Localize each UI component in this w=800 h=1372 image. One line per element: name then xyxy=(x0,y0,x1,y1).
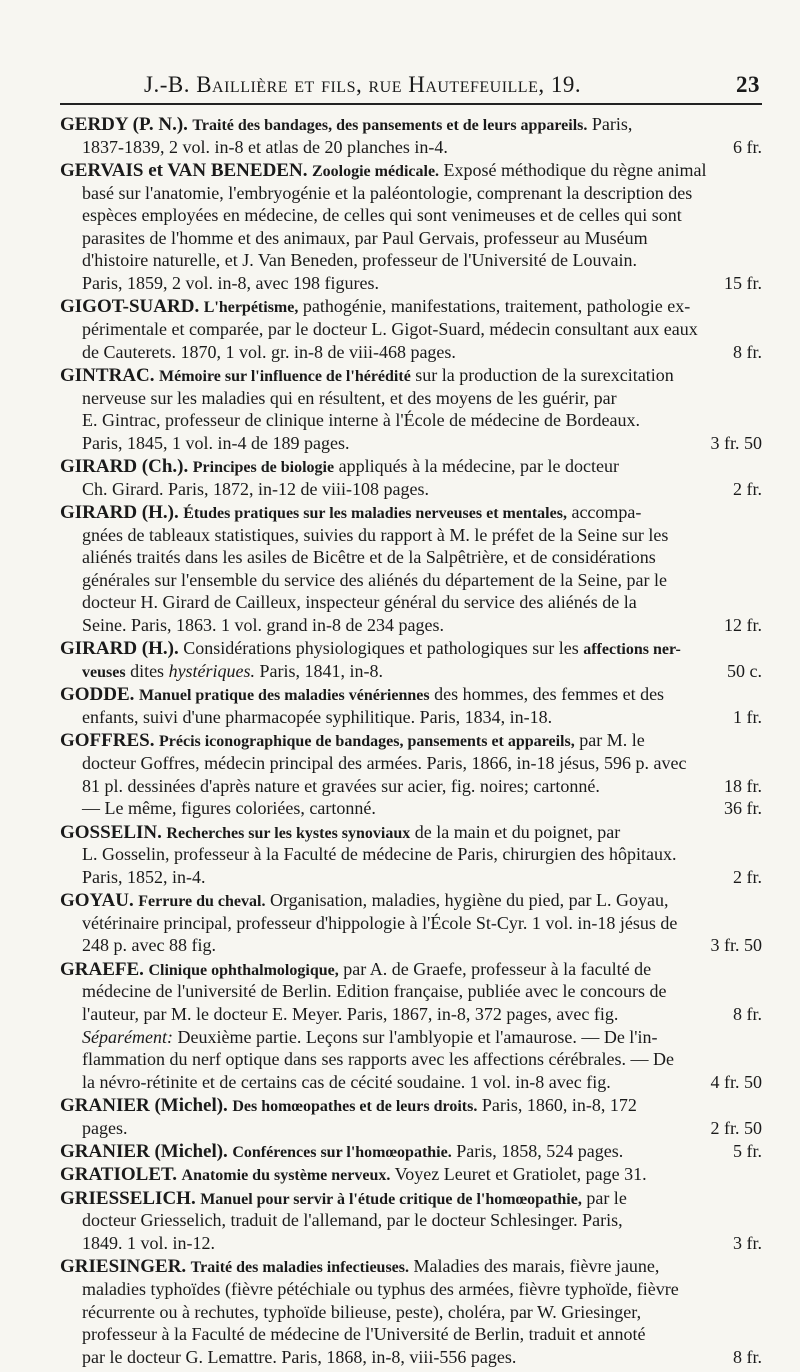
entry-text: Organisation, maladies, hygiène du pied, par L. Goyau, xyxy=(269,890,669,911)
entry-line xyxy=(60,797,762,820)
entry-text: Deuxième partie. Leçons sur l'amblyopie et l'amaurose. — De l'in- xyxy=(177,1026,658,1047)
catalog-entry xyxy=(60,364,762,454)
entry-line xyxy=(60,614,762,637)
entry-price: 4 fr. 50 xyxy=(710,1071,762,1092)
header-rule xyxy=(60,103,762,105)
entry-author: GIRARD (H.). xyxy=(60,638,179,660)
entry-text: pathogénie, manifestations, traitement, pathologie ex- xyxy=(302,296,691,317)
entry-author: GRIESSELICH. xyxy=(60,1187,196,1209)
catalog-entry xyxy=(60,295,762,363)
entry-line xyxy=(60,912,762,935)
entry-author: GODDE. xyxy=(60,684,135,706)
entry-title: Principes de biologie xyxy=(192,459,335,477)
entry-text: flammation du nerf optique dans ses rapports avec les affections cérébrales. — De xyxy=(82,1049,674,1070)
running-header xyxy=(60,72,760,106)
entry-line xyxy=(60,637,762,660)
entry-price: 5 fr. xyxy=(733,1141,762,1162)
entry-line xyxy=(60,501,762,524)
catalog-entry xyxy=(60,159,762,295)
entry-line xyxy=(60,546,762,569)
catalog-entry xyxy=(60,1255,762,1368)
entry-title: Précis iconographique de bandages, pansements et appareils, xyxy=(158,733,575,751)
entry-text: gnées de tableaux statistiques, suivies du rapport à M. le préfet de la Seine sur les xyxy=(82,524,669,545)
entry-price: 8 fr. xyxy=(733,341,762,362)
page-number: 23 xyxy=(736,72,760,97)
entry-text: 1849. 1 vol. in-12. xyxy=(82,1233,215,1254)
entry-price: 1 fr. xyxy=(733,707,762,728)
entry-line xyxy=(60,1255,762,1278)
entry-line xyxy=(60,478,762,501)
entry-text: appliqués à la médecine, par le docteur xyxy=(338,456,619,477)
entry-text: sur la production de la surexcitation xyxy=(415,364,674,385)
entry-line xyxy=(60,1323,762,1346)
entry-line xyxy=(60,1232,762,1255)
entry-author: GOSSELIN. xyxy=(60,821,162,843)
entry-line xyxy=(60,387,762,410)
entry-text: Ch. Girard. Paris, 1872, in-12 de viii-108 pages. xyxy=(82,478,429,499)
entry-text: Voyez Leuret et Gratiolet, page 31. xyxy=(394,1164,647,1185)
entry-author: GIRARD (H.). xyxy=(60,502,179,524)
entry-text: espèces employées en médecine, de celles qui sont venimeuses et de celles qui sont xyxy=(82,205,682,226)
entry-title: Zoologie médicale. xyxy=(311,162,440,180)
entry-title: affections ner- xyxy=(583,641,681,659)
entry-line xyxy=(60,775,762,798)
entry-title: Recherches sur les kystes synoviaux xyxy=(166,824,411,842)
catalog-entry xyxy=(60,1163,762,1186)
entry-line xyxy=(60,706,762,729)
entry-line xyxy=(60,752,762,775)
entry-title: Anatomie du système nerveux. xyxy=(181,1167,391,1185)
entry-text: Paris, xyxy=(591,114,633,134)
entry-text: des hommes, des femmes et des xyxy=(434,684,665,705)
entry-line xyxy=(60,1187,762,1210)
entry-text: nerveuse sur les maladies qui en résultent, et des moyens de les guérir, par xyxy=(82,387,617,408)
entry-text: parasites de l'homme et des animaux, par Paul Gervais, professeur au Muséum xyxy=(82,227,648,248)
entry-text: par M. le xyxy=(579,730,645,751)
entry-text: Exposé méthodique du règne animal xyxy=(443,159,707,180)
entry-price: 3 fr. 50 xyxy=(710,432,762,453)
entry-title: Manuel pour servir à l'étude critique de l'homœopathie, xyxy=(200,1190,582,1208)
entry-line xyxy=(60,455,762,478)
entry-text: maladies typhoïdes (fièvre pétéchiale ou typhus des armées, fièvre typhoïde, fièvre xyxy=(82,1279,679,1300)
entry-line xyxy=(60,1163,762,1186)
entry-line xyxy=(60,569,762,592)
running-title: J.-B. Baillière et fils, rue Hautefeuille, 19. xyxy=(144,72,582,97)
entry-title: Traité des maladies infectieuses. xyxy=(190,1259,410,1277)
entry-text: accompa- xyxy=(571,502,642,523)
entry-author: GOYAU. xyxy=(60,890,134,912)
entry-author: GIRARD (Ch.). xyxy=(60,456,189,478)
entry-line xyxy=(60,980,762,1003)
entry-price: 2 fr. 50 xyxy=(710,1117,762,1138)
entry-text: Paris, 1841, in-8. xyxy=(259,661,384,682)
entry-text: Paris, 1845, 1 vol. in-4 de 189 pages. xyxy=(82,432,350,453)
entry-text: générales sur l'ensemble du service des aliénés du département de la Seine, par le xyxy=(82,569,668,590)
entry-price: 12 fr. xyxy=(724,615,762,636)
entry-text: de Cauterets. 1870, 1 vol. gr. in-8 de viii-468 pages. xyxy=(82,341,456,362)
entry-text: Paris, 1860, in-8, 172 xyxy=(481,1095,637,1116)
entry-line xyxy=(60,318,762,341)
catalog-entry xyxy=(60,1094,762,1139)
entry-text: basé sur l'anatomie, l'embryogénie et la paléontologie, comprenant la description des xyxy=(82,182,693,203)
entry-line xyxy=(60,1071,762,1094)
entry-text: Paris, 1859, 2 vol. in-8, avec 198 figures. xyxy=(82,272,379,293)
catalog-entry xyxy=(60,683,762,728)
entry-price: 2 fr. xyxy=(733,866,762,887)
entry-line xyxy=(60,1003,762,1026)
entry-line xyxy=(60,204,762,227)
entry-price: 3 fr. xyxy=(733,1233,762,1254)
catalog-entry xyxy=(60,637,762,682)
entry-price: 8 fr. xyxy=(733,1003,762,1024)
entry-author: GIGOT-SUARD. xyxy=(60,296,200,318)
entry-line xyxy=(60,934,762,957)
entry-text: récurrente ou à rechutes, typhoïde bilieuse, peste), choléra, par W. Griesinger, xyxy=(82,1301,642,1322)
entry-price: 18 fr. xyxy=(724,775,762,796)
entry-text: par A. de Graefe, professeur à la faculté de xyxy=(343,958,652,979)
entry-italic: Séparément: xyxy=(82,1026,173,1047)
entry-author: GRIESINGER. xyxy=(60,1256,187,1278)
entry-title: Conférences sur l'homœopathie. xyxy=(232,1144,452,1162)
entry-line xyxy=(60,1346,762,1369)
entry-line xyxy=(60,1117,762,1140)
entry-price: 36 fr. xyxy=(724,798,762,819)
entry-line xyxy=(60,524,762,547)
entry-author: GINTRAC. xyxy=(60,364,155,386)
entry-text: pages. xyxy=(82,1117,128,1138)
entry-italic: hystériques. xyxy=(168,661,256,682)
entry-line xyxy=(60,136,762,159)
entry-text: l'auteur, par M. le docteur E. Meyer. Paris, 1867, in-8, 372 pages, avec fig. xyxy=(82,1003,619,1024)
entry-line xyxy=(60,1048,762,1071)
entry-author: GRANIER (Michel). xyxy=(60,1095,228,1117)
entry-price: 50 c. xyxy=(727,661,762,682)
entry-title: Études pratiques sur les maladies nerveuses et mentales, xyxy=(183,505,567,523)
entry-text: 248 p. avec 88 fig. xyxy=(82,935,216,956)
entry-line xyxy=(60,1140,762,1163)
entry-line xyxy=(60,1209,762,1232)
entry-text: périmentale et comparée, par le docteur L. Gigot-Suard, médecin consultant aux eaux xyxy=(82,318,698,339)
entry-line xyxy=(60,683,762,706)
entry-line xyxy=(60,159,762,182)
entry-text: professeur à la Faculté de médecine de l'Université de Berlin, traduit et annoté xyxy=(82,1324,646,1345)
catalog-entry xyxy=(60,958,762,1094)
entry-text: par le docteur G. Lemattre. Paris, 1868, in-8, viii-556 pages. xyxy=(82,1346,517,1367)
catalog-entry xyxy=(60,889,762,957)
entry-text: vétérinaire principal, professeur d'hippologie à l'École St-Cyr. 1 vol. in-18 jésus de xyxy=(82,912,678,933)
entry-line xyxy=(60,364,762,387)
entry-text: Seine. Paris, 1863. 1 vol. grand in-8 de 234 pages. xyxy=(82,615,444,636)
entry-title: Mémoire sur l'influence de l'hérédité xyxy=(158,367,411,385)
entry-text: docteur H. Girard de Cailleux, inspecteur général du service des aliénés de la xyxy=(82,592,637,613)
entry-author: GERVAIS et VAN BENEDEN. xyxy=(60,159,308,181)
catalog-entry xyxy=(60,1140,762,1163)
entry-title: Des homœopathes et de leurs droits. xyxy=(232,1098,478,1116)
entry-line xyxy=(60,958,762,981)
catalog-entry xyxy=(60,729,762,819)
entry-price: 3 fr. 50 xyxy=(710,935,762,956)
entry-line xyxy=(60,409,762,432)
entry-text: Maladies des marais, fièvre jaune, xyxy=(413,1256,660,1277)
entry-text: E. Gintrac, professeur de clinique interne à l'École de médecine de Bordeaux. xyxy=(82,410,641,431)
entry-title: Traité des bandages, des pansements et de leurs appareils. xyxy=(192,117,588,134)
entry-price: 8 fr. xyxy=(733,1346,762,1367)
entry-price: 15 fr. xyxy=(724,272,762,293)
entry-title: veuses xyxy=(82,664,126,682)
entry-line xyxy=(60,821,762,844)
entry-text: 81 pl. dessinées d'après nature et gravées sur acier, fig. noires; cartonné. xyxy=(82,775,600,796)
entry-author: GERDY (P. N.). xyxy=(60,114,188,135)
catalog-entry xyxy=(60,501,762,637)
entry-line xyxy=(60,1094,762,1117)
entry-text: médecine de l'université de Berlin. Edition française, publiée avec le concours de xyxy=(82,981,667,1002)
catalog-entry xyxy=(60,455,762,500)
entry-author: GRANIER (Michel). xyxy=(60,1141,228,1163)
entry-text: 1837-1839, 2 vol. in-8 et atlas de 20 planches in-4. xyxy=(82,136,448,157)
entry-text: la névro-rétinite et de certains cas de cécité soudaine. 1 vol. in-8 avec fig. xyxy=(82,1071,611,1092)
entry-text: aliénés traités dans les asiles de Bicêtre et de la Salpêtrière, et de considérations xyxy=(82,547,656,568)
entry-line xyxy=(60,1301,762,1324)
entry-price: 6 fr. xyxy=(733,136,762,157)
catalog-entry xyxy=(60,1187,762,1255)
entry-title: Ferrure du cheval. xyxy=(138,893,266,911)
entry-text: de la main et du poignet, par xyxy=(414,821,621,842)
entry-line xyxy=(60,341,762,364)
entry-price: 2 fr. xyxy=(733,478,762,499)
entry-text: Paris, 1858, 524 pages. xyxy=(456,1141,624,1162)
entry-line xyxy=(60,660,762,683)
entry-line xyxy=(60,249,762,272)
entry-line xyxy=(60,272,762,295)
entry-text: d'histoire naturelle, et J. Van Beneden, professeur de l'Université de Louvain. xyxy=(82,250,637,271)
entry-line xyxy=(60,1278,762,1301)
entry-author: GRATIOLET. xyxy=(60,1164,178,1186)
entry-text: Paris, 1852, in-4. xyxy=(82,866,206,887)
entry-text: dites xyxy=(130,661,165,682)
entry-text: par le xyxy=(586,1187,627,1208)
entry-line xyxy=(60,843,762,866)
entry-text: Considérations physiologiques et pathologiques sur les xyxy=(183,638,579,659)
entry-line xyxy=(60,182,762,205)
catalog-entries xyxy=(60,113,762,1369)
entry-title: Manuel pratique des maladies vénériennes xyxy=(138,687,430,705)
entry-text: enfants, suivi d'une pharmacopée syphilitique. Paris, 1834, in-18. xyxy=(82,707,553,728)
catalog-entry xyxy=(60,821,762,889)
entry-line xyxy=(60,295,762,318)
entry-line xyxy=(60,729,762,752)
entry-line xyxy=(60,591,762,614)
entry-title: Clinique ophthalmologique, xyxy=(148,961,339,979)
catalog-entry xyxy=(60,113,762,158)
entry-title: L'herpétisme, xyxy=(203,299,299,317)
entry-line xyxy=(60,432,762,455)
entry-text: docteur Griesselich, traduit de l'allemand, par le docteur Schlesinger. Paris, xyxy=(82,1210,623,1231)
entry-line xyxy=(60,866,762,889)
entry-text: — Le même, figures coloriées, cartonné. xyxy=(82,798,376,819)
entry-author: GRAEFE. xyxy=(60,958,144,980)
entry-line xyxy=(60,227,762,250)
entry-text: docteur Goffres, médecin principal des armées. Paris, 1866, in-18 jésus, 596 p. avec xyxy=(82,753,687,773)
entry-line xyxy=(60,1026,762,1049)
entry-author: GOFFRES. xyxy=(60,730,155,752)
entry-text: L. Gosselin, professeur à la Faculté de médecine de Paris, chirurgien des hôpitaux. xyxy=(82,844,677,865)
entry-line xyxy=(60,113,762,136)
entry-line xyxy=(60,889,762,912)
